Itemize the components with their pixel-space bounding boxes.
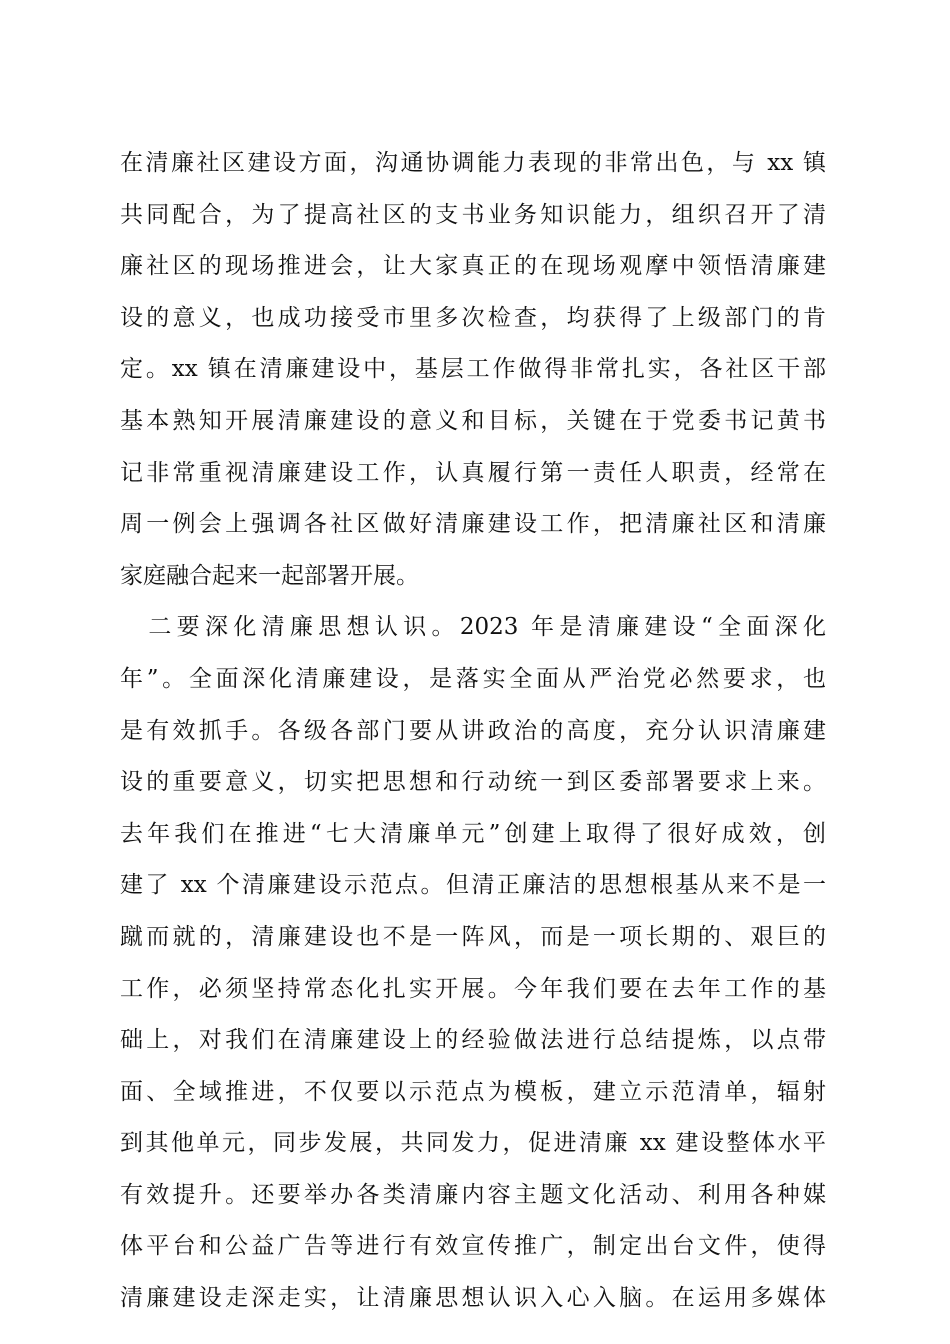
text-line: 到其他单元，同步发展，共同发力，促进清廉 xx 建设整体水平 (120, 1130, 826, 1157)
text-line: 去年我们在推进“七大清廉单元”创建上取得了很好成效，创 (120, 820, 826, 847)
text-line: 在清廉社区建设方面，沟通协调能力表现的非常出色，与 xx 镇 (120, 150, 826, 176)
text-line: 设的重要意义，切实把思想和行动统一到区委部署要求上来。 (120, 769, 826, 796)
text-line: 面、全域推进，不仅要以示范点为模板，建立示范清单，辐射 (120, 1078, 826, 1105)
text-line: 础上，对我们在清廉建设上的经验做法进行总结提炼，以点带 (120, 1027, 826, 1054)
text-line: 周一例会上强调各社区做好清廉建设工作，把清廉社区和清廉 (120, 511, 826, 538)
text-line: 建了 xx 个清廉建设示范点。但清正廉洁的思想根基从来不是一 (120, 872, 826, 899)
text-line: 基本熟知开展清廉建设的意义和目标，关键在于党委书记黄书 (120, 407, 826, 434)
text-line: 体平台和公益广告等进行有效宣传推广，制定出台文件，使得 (120, 1233, 826, 1260)
text-line: 蹴而就的，清廉建设也不是一阵风，而是一项长期的、艰巨的 (120, 923, 826, 950)
body-text (120, 138, 826, 1325)
text-line: 设的意义，也成功接受市里多次检查，均获得了上级部门的肯 (120, 304, 826, 331)
text-line: 年”。全面深化清廉建设，是落实全面从严治党必然要求，也 (120, 665, 826, 692)
text-line: 工作，必须坚持常态化扎实开展。今年我们要在去年工作的基 (120, 975, 826, 1002)
text-line: 是有效抓手。各级各部门要从讲政治的高度，充分认识清廉建 (120, 717, 826, 744)
text-line: 共同配合，为了提高社区的支书业务知识能力，组织召开了清 (120, 201, 826, 228)
text-line: 家庭融合起来一起部署开展。 (120, 562, 419, 589)
text-line: 记非常重视清廉建设工作，认真履行第一责任人职责，经常在 (120, 459, 826, 486)
text-line: 廉社区的现场推进会，让大家真正的在现场观摩中领悟清廉建 (120, 253, 826, 280)
text-line: 清廉建设走深走实，让清廉思想认识入心入脑。在运用多媒体 (120, 1285, 826, 1312)
text-line: 定。xx 镇在清廉建设中，基层工作做得非常扎实，各社区干部 (120, 356, 826, 383)
text-line: 有效提升。还要举办各类清廉内容主题文化活动、利用各种媒 (120, 1181, 826, 1208)
paragraph-start-line: 二要深化清廉思想认识。2023 年是清廉建设“全面深化 (120, 614, 826, 641)
